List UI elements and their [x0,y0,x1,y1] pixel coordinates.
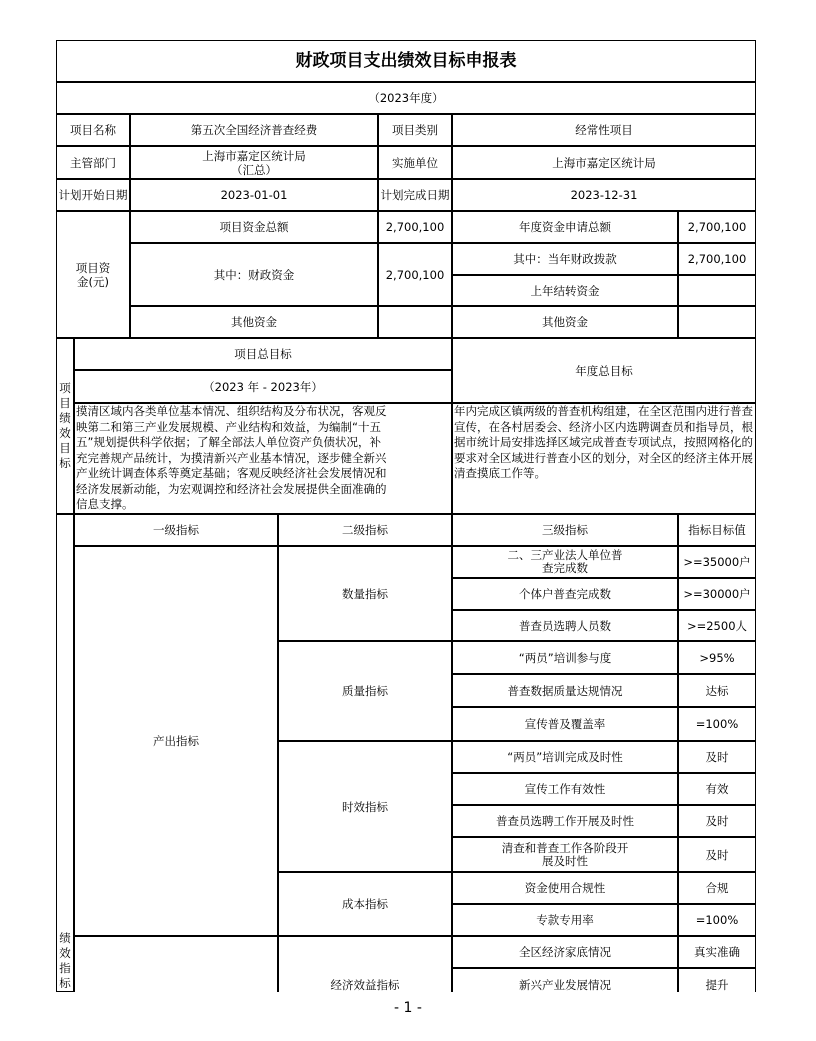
overall-goal-period: （2023 年 - 2023年） [74,370,452,403]
overall-goal-label: 项目总目标 [74,338,452,370]
dept-value: 上海市嘉定区统计局（汇总） [130,146,378,179]
end-date-value: 2023-12-31 [452,179,756,211]
impl-unit-label: 实施单位 [378,146,452,179]
level3-row: 个体户普查完成数 [452,578,678,610]
project-name-value: 第五次全国经济普查经费 [130,114,378,146]
level3-row: 新兴产业发展情况 [452,968,678,992]
level2-quantity: 数量指标 [278,546,452,641]
funds-fiscal-value: 2,700,100 [378,243,452,306]
funds-annual-value: 2,700,100 [678,211,756,243]
level2-cost: 成本指标 [278,872,452,936]
goals-side-label: 项目绩效目标 [56,338,74,514]
target-value: 及时 [678,741,756,773]
form-title: 财政项目支出绩效目标申报表 [56,40,756,82]
header-level2: 二级指标 [278,514,452,546]
target-value: >=2500人 [678,610,756,641]
indicators-side-label: 绩效指标 [56,514,74,992]
funds-label: 项目资金(元) [56,211,130,338]
target-value: 及时 [678,805,756,837]
target-value: =100% [678,707,756,741]
annual-goal-text: 年内完成区镇两级的普查机构组建，在全区范围内进行普查宣传，在各村居委会、经济小区内选聘调查员和指导员，根据市统计局安排选择区域完成普查专项试点，按照网格化的要求对全区域进行普查小区的划分，对全区的经济主体开展清查摸底工作等。 [452,403,756,514]
target-value: 有效 [678,773,756,805]
funds-total-value: 2,700,100 [378,211,452,243]
dept-label: 主管部门 [56,146,130,179]
target-value: >=35000户 [678,546,756,578]
project-name-label: 项目名称 [56,114,130,146]
funds-annual-label: 年度资金申请总额 [452,211,678,243]
level2-quality: 质量指标 [278,641,452,741]
level3-row: 宣传普及覆盖率 [452,707,678,741]
level3-row: 二、三产业法人单位普查完成数 [452,546,678,578]
target-value: 提升 [678,968,756,992]
overall-goal-text: 摸清区域内各类单位基本情况、组织结构及分布状况，客观反映第二和第三产业发展规模、产业结构和效益，为编制“十五五”规划提供科学依据；了解全部法人单位资产负债状况，补充完善规产品统计，为摸清新兴产业基本情况，逐步健全新兴产业统计调查体系等奠定基础；客观反映经济社会发展情况和经济发展新动能，为宏观调控和经济社会发展提供全面准确的信息支撑。 [74,403,390,514]
level2-timeliness: 时效指标 [278,741,452,872]
level3-row: 普查员选聘人员数 [452,610,678,641]
level3-row: 专款专用率 [452,904,678,936]
funds-fiscal-label: 其中：财政资金 [130,243,378,306]
form-year: （2023年度） [56,82,756,114]
level3-row: “两员”培训完成及时性 [452,741,678,773]
header-level3: 三级指标 [452,514,678,546]
target-value: 达标 [678,674,756,707]
header-target: 指标目标值 [678,514,756,546]
funds-other-left-value [378,306,452,338]
level3-row: 普查员选聘工作开展及时性 [452,805,678,837]
target-value: >95% [678,641,756,674]
level3-row: 普查数据质量达规情况 [452,674,678,707]
level3-row: 全区经济家底情况 [452,936,678,968]
end-date-label: 计划完成日期 [378,179,452,211]
funds-carry-value [678,275,756,306]
funds-current-label: 其中：当年财政拨款 [452,243,678,275]
target-value: 真实准确 [678,936,756,968]
funds-other-right-value [678,306,756,338]
overall-goal-text-pad [389,403,452,514]
funds-other-right-label: 其他资金 [452,306,678,338]
page-number: - 1 - [394,1000,422,1016]
project-type-value: 经常性项目 [452,114,756,146]
level3-row: 清查和普查工作各阶段开展及时性 [452,837,678,872]
funds-total-label: 项目资金总额 [130,211,378,243]
target-value: 合规 [678,872,756,904]
level3-row: 资金使用合规性 [452,872,678,904]
funds-current-value: 2,700,100 [678,243,756,275]
start-date-value: 2023-01-01 [130,179,378,211]
level3-row: “两员”培训参与度 [452,641,678,674]
project-type-label: 项目类别 [378,114,452,146]
target-value: =100% [678,904,756,936]
funds-carry-label: 上年结转资金 [452,275,678,306]
target-value: 及时 [678,837,756,872]
impl-unit-value: 上海市嘉定区统计局 [452,146,756,179]
start-date-label: 计划开始日期 [56,179,130,211]
header-level1: 一级指标 [74,514,278,546]
target-value: >=30000户 [678,578,756,610]
level1-benefit [74,936,278,992]
funds-other-left-label: 其他资金 [130,306,378,338]
level3-row: 宣传工作有效性 [452,773,678,805]
level2-economic: 经济效益指标 [278,936,452,992]
annual-goal-label: 年度总目标 [452,338,756,403]
level1-output: 产出指标 [74,546,278,936]
